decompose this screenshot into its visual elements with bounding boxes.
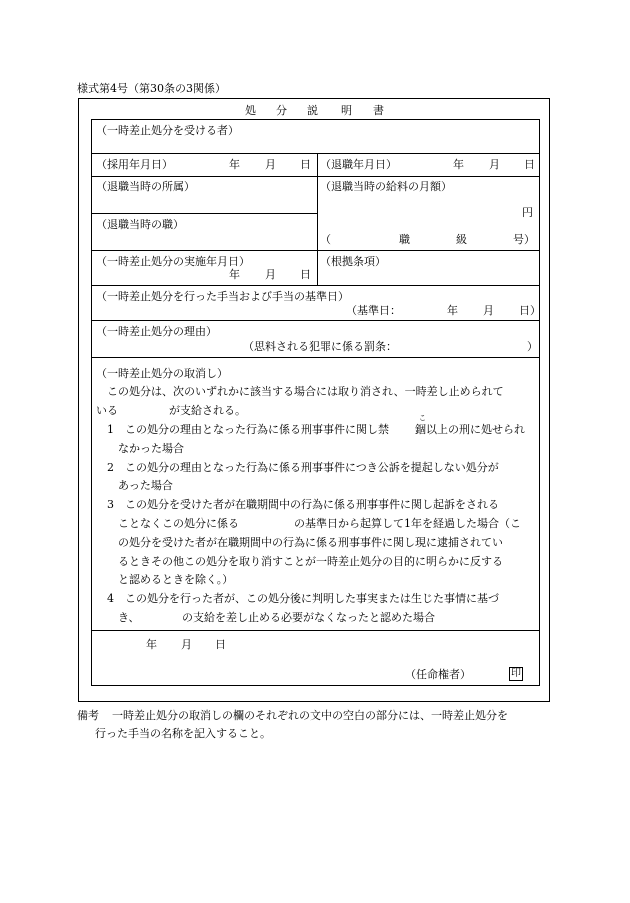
retire-day: 日 xyxy=(524,158,535,171)
cancel-item1-ruby: こ xyxy=(419,414,426,422)
cancel-item4-line1: 4 この処分を行った者が、この処分後に判明した事実または生じた事情に基づ xyxy=(107,592,499,605)
cancel-item3-line4: るときその他この処分を取り消すことが一時差止処分の目的に明らかに反する xyxy=(118,555,503,568)
issue-month: 月 xyxy=(181,638,192,651)
column-divider xyxy=(317,153,318,285)
row-divider xyxy=(91,630,540,631)
dept-label: （退職当時の所属） xyxy=(96,180,195,193)
cancel-intro-line1: この処分は、次のいずれかに該当する場合には取り消され、一時差し止められて xyxy=(107,385,504,398)
cancel-item1-line1a: 1 この処分の理由となった行為に係る刑事事件に関し禁 xyxy=(107,423,389,436)
row-divider xyxy=(91,285,540,286)
crime-clause-label: （思料される犯罪に係る罰条： xyxy=(243,340,397,353)
retire-date-label: （退職年月日） xyxy=(320,158,397,171)
salary-kyu: 級 xyxy=(456,233,467,246)
cancel-item3-line2b: の基準日から起算して1年を経過した場合（こ xyxy=(294,517,521,530)
exec-month: 月 xyxy=(265,268,276,281)
exec-day: 日 xyxy=(300,268,311,281)
cancel-item3-line3: の処分を受けた者が在職期間中の行為に係る刑事事件に関し現に逮捕されてい xyxy=(118,536,503,549)
form-number: 様式第4号（第30条の3関係） xyxy=(77,82,226,95)
base-date-day: 日） xyxy=(519,304,541,317)
title-char-3: 説 xyxy=(307,104,319,117)
cancel-item3-line5: と認めるときを除く。） xyxy=(118,573,234,586)
salary-go: 号） xyxy=(513,233,535,246)
salary-yen: 円 xyxy=(522,206,533,219)
issue-year: 年 xyxy=(146,638,157,651)
position-label: （退職当時の職） xyxy=(96,218,184,231)
salary-paren-open: （ xyxy=(320,233,331,246)
crime-clause-close: ） xyxy=(527,340,538,353)
cancel-label: （一時差止処分の取消し） xyxy=(96,367,228,380)
exec-year: 年 xyxy=(229,268,240,281)
cancel-item2-line2: あった場合 xyxy=(118,479,173,492)
cancel-item1-line2: なかった場合 xyxy=(118,442,184,455)
retire-year: 年 xyxy=(453,158,464,171)
hire-day: 日 xyxy=(300,158,311,171)
hire-date-label: （採用年月日） xyxy=(96,158,173,171)
row-divider xyxy=(91,176,540,177)
base-date-label: （基準日： xyxy=(346,304,401,317)
hire-year: 年 xyxy=(229,158,240,171)
row-divider xyxy=(91,357,540,358)
basis-label: （根拠条項） xyxy=(320,255,386,268)
cancel-intro-line2a: いる xyxy=(96,404,118,417)
title-char-4: 明 xyxy=(341,104,353,117)
allowance-label: （一時差止処分を行った手当および手当の基準日） xyxy=(96,290,349,303)
cancel-item3-line1: 3 この処分を受けた者が在職期間中の行為に係る刑事事件に関し起訴をされる xyxy=(107,498,499,511)
hire-month: 月 xyxy=(265,158,276,171)
cancel-intro-line2b: が支給される。 xyxy=(169,404,246,417)
base-date-month: 月 xyxy=(483,304,494,317)
title-char-2: 分 xyxy=(276,104,288,117)
cancel-item4-line2b: の支給を差し止める必要がなくなったと認めた場合 xyxy=(182,611,435,624)
cancel-item3-line2a: ことなくこの処分に係る xyxy=(118,517,239,530)
remarks-line2: 行った手当の名称を記入すること。 xyxy=(95,727,271,740)
cancel-item2-line1: 2 この処分の理由となった行為に係る刑事事件につき公訴を提起しない処分が xyxy=(107,461,499,474)
title-char-1: 処 xyxy=(245,104,257,117)
title-char-5: 書 xyxy=(373,104,385,117)
remarks-line1: 一時差止処分の取消しの欄のそれぞれの文中の空白の部分には、一時差止処分を xyxy=(112,709,508,722)
exec-date-label: （一時差止処分の実施年月日） xyxy=(96,255,250,268)
base-date-year: 年 xyxy=(447,304,458,317)
seal-box: 印 xyxy=(511,668,521,679)
row-divider xyxy=(91,153,540,154)
row-divider xyxy=(91,213,317,214)
row-divider xyxy=(91,320,540,321)
cancel-item1-kanji: 錮 xyxy=(415,423,426,436)
salary-label: （退職当時の給料の月額） xyxy=(320,180,452,193)
authority-label: （任命権者） xyxy=(405,668,471,681)
salary-shoku: 職 xyxy=(399,233,410,246)
reason-label: （一時差止処分の理由） xyxy=(96,325,217,338)
recipient-label: （一時差止処分を受ける者） xyxy=(96,124,239,137)
row-divider xyxy=(91,250,540,251)
issue-day: 日 xyxy=(215,638,226,651)
remarks-label: 備考 xyxy=(77,709,99,722)
cancel-item4-line2a: き、 xyxy=(118,611,140,624)
retire-month: 月 xyxy=(489,158,500,171)
cancel-item1-line1b: 以上の刑に処せられ xyxy=(426,423,525,436)
